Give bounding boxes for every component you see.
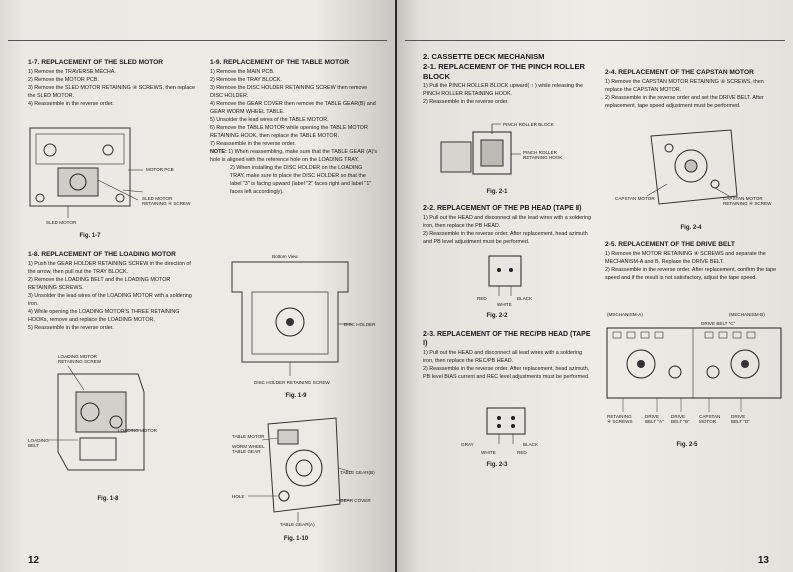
step: 1) Push the GEAR HOLDER RETAINING SCREW in the direction of the arrow, then pull out the TRAY BLOCK. [28, 261, 191, 275]
step: 5) Reassemble in the reverse order. [28, 325, 114, 331]
left-page [0, 0, 395, 572]
caption-fig-2-4: Fig. 2-4 [680, 225, 702, 231]
caption-fig-2-3: Fig. 2-3 [486, 462, 508, 468]
step: 7) Reassemble in the reverse order. [210, 141, 296, 147]
pb-head-diagram [473, 252, 553, 302]
heading-2-5: 2-5. REPLACEMENT OF THE DRIVE BELT [605, 241, 735, 248]
top-rule [8, 40, 387, 41]
step: 5) Unsolder the lead wires of the TABLE MOTOR. [210, 117, 329, 123]
step: 1) Pull out the HEAD and disconnect all the lead wires with a soldering iron, then replace the PB HEAD. [423, 215, 592, 229]
heading-2-2: 2-2. REPLACEMENT OF THE PB HEAD (TAPE Ⅱ) [423, 205, 582, 212]
heading-1-8: 1-8. REPLACEMENT OF THE LOADING MOTOR [28, 251, 176, 258]
label-capstan: CAPSTAN MOTOR [699, 414, 721, 424]
drive-belt-diagram [605, 312, 785, 430]
label-disc-screw: DISC HOLDER RETAINING SCREW [254, 380, 330, 385]
step: 4) Reassemble in the reverse order. [28, 101, 114, 107]
step: 3) Unsolder the lead wires of the LOADING MOTOR with a soldering iron. [28, 293, 192, 307]
caption-fig-1-9: Fig. 1-9 [285, 393, 307, 399]
label-sled-motor: SLED MOTOR [46, 220, 77, 225]
label-hole: HOLE [232, 494, 245, 499]
disc-holder-diagram [228, 252, 388, 384]
caption-fig-2-2: Fig. 2-2 [486, 313, 508, 319]
heading-1-9: 1-9. REPLACEMENT OF THE TABLE MOTOR [210, 59, 349, 66]
step: 2) Reassemble in the reverse order. [423, 99, 509, 105]
step: 3) Remove the SLED MOTOR RETAINING ④ SCREWS, then replace the SLED MOTOR. [28, 85, 195, 99]
section-2-2 [423, 204, 593, 246]
top-rule [405, 40, 785, 41]
label-belt-b: DRIVE BELT "B" [671, 414, 690, 424]
label-retaining-screws: RETAINING ④ SCREWS [607, 414, 633, 424]
figure-1-9 [228, 252, 388, 392]
step: 1) Pull the PINCH ROLLER BLOCK upward( ↑ ) while releasing the PINCH ROLLER RETAINING HOOK. [423, 83, 583, 97]
label-mechanism-b: (MECHANISM-B) [729, 312, 765, 317]
label-white: WHITE [481, 450, 496, 455]
label-capstan-motor: CAPSTAN MOTOR [615, 196, 655, 201]
section-2-3 [423, 330, 593, 381]
label-table-gear-b: TABLE GEAR(B) [340, 470, 375, 475]
note: 2) When installing the DISC HOLDER on the LOADING TRAY, make sure to place the DISC HOLDER so that the label "3" is facing upward (label "2" faces right and label "1" faces left accordingly). [230, 165, 372, 195]
step: 2) Remove the TRAY BLOCK. [210, 77, 282, 83]
step: 2) Remove the LOADING BELT and the LOADING MOTOR RETAINING SCREWS. [28, 277, 171, 291]
note: 1) When reassembling, make sure that the TABLE GEAR (A)'s hole is aligned with the reference hole on the LOADING TRAY. [210, 149, 378, 163]
step: 2) Reassemble in the reverse order. After replacement, confirm the tape speed and if the result is not satisfactory, adjust the tape speed. [605, 267, 777, 281]
label-red: RED [477, 296, 487, 301]
figure-1-10 [228, 408, 388, 533]
section-2-5 [605, 240, 781, 282]
label-red: RED [517, 450, 527, 455]
step: 1) Pull out the HEAD and disconnect all lead wires with a soldering iron, then replace the REC/PB HEAD. [423, 350, 583, 364]
section-1-7 [28, 58, 196, 108]
label-bottom-view: Bottom View [272, 254, 298, 259]
figure-2-4 [611, 126, 781, 216]
step: 1) Remove the MOTOR RETAINING ④ SCREWS and separate the MECHANISM-A and B. Replace the DRIVE BELT. [605, 251, 766, 265]
step: 2) Reassemble in the reverse order. After replacement, head azimuth and PB level adjustment must be performed. [423, 231, 588, 245]
page-number: 13 [757, 555, 769, 566]
label-belt-d: DRIVE BELT "D" [731, 414, 750, 424]
figure-2-3 [457, 404, 557, 460]
step: 1) Remove the MAIN PCB. [210, 69, 275, 75]
figure-2-1 [437, 118, 587, 183]
label-pinch-block: PINCH ROLLER BLOCK [503, 122, 554, 127]
section-2-1 [423, 52, 593, 106]
figure-1-8 [28, 352, 198, 492]
step: 4) While opening the LOADING MOTOR'S THREE RETAINING HOOKs, remove and replace the LOADING MOTOR. [28, 309, 180, 323]
label-table-motor: TABLE MOTOR [232, 434, 265, 439]
figure-2-5 [605, 312, 785, 432]
label-table-gear-a: TABLE GEAR(A) [280, 522, 315, 527]
label-pinch-hook: PINCH ROLLER RETAINING HOOK [523, 150, 563, 160]
label-motor-pcb: MOTOR PCB [146, 167, 174, 172]
step: 2) Reassemble in the reverse order and set the DRIVE BELT. After replacement, tape speed adjustment must be performed. [605, 95, 764, 109]
caption-fig-1-7: Fig. 1-7 [79, 233, 101, 239]
step: 6) Remove the TABLE MOTOR while opening the TABLE MOTOR RETAINING HOOK, then replace the TABLE MOTOR. [210, 125, 368, 139]
caption-fig-1-8: Fig. 1-8 [97, 496, 119, 502]
label-worm-wheel: WORM WHEEL TABLE GEAR [232, 444, 265, 454]
note-label: NOTE: [210, 149, 227, 155]
label-capstan-screw: CAPSTAN MOTOR RETAINING ④ SCREW [723, 196, 772, 206]
page-number: 12 [28, 555, 40, 566]
section-1-8 [28, 250, 196, 332]
step: 1) Remove the TRAVERSE MECHA. [28, 69, 116, 75]
heading-2-3: 2-3. REPLACEMENT OF THE REC/PB HEAD (TAPE Ⅰ) [423, 331, 591, 347]
heading-2: 2. CASSETTE DECK MECHANISM [423, 52, 545, 61]
caption-fig-2-5: Fig. 2-5 [676, 442, 698, 448]
label-black: BLACK [517, 296, 533, 301]
section-2-4 [605, 68, 781, 110]
table-motor-diagram [228, 408, 388, 530]
label-white: WHITE [497, 302, 512, 307]
step: 1) Remove the CAPSTAN MOTOR RETAINING ④ SCREWS, then replace the CAPSTAN MOTOR. [605, 79, 764, 93]
label-gray: GRAY [461, 442, 474, 447]
pinch-roller-diagram [437, 118, 587, 180]
caption-fig-1-10: Fig. 1-10 [283, 536, 309, 542]
heading-2-4: 2-4. REPLACEMENT OF THE CAPSTAN MOTOR [605, 69, 754, 76]
step: 3) Remove the DISC HOLDER RETAINING SCREW then remove DISC HOLDER. [210, 85, 368, 99]
label-loading-motor: LOADING MOTOR [118, 428, 157, 433]
label-loading-screw: LOADING MOTOR RETAINING SCREW [58, 354, 102, 364]
label-belt-a: DRIVE BELT "A" [645, 414, 664, 424]
label-mechanism-a: (MECHANISM-A) [607, 312, 643, 317]
section-1-9 [210, 58, 378, 196]
step: 4) Remove the GEAR COVER then remove the TABLE GEAR(B) and GEAR WORM WHEEL TABLE. [210, 101, 376, 115]
heading-2-1: 2-1. REPLACEMENT OF THE PINCH ROLLER BLOCK [423, 62, 586, 81]
label-belt-c: DRIVE BELT "C" [701, 321, 736, 326]
sled-motor-diagram [28, 120, 198, 225]
caption-fig-2-1: Fig. 2-1 [486, 189, 508, 195]
label-disc-holder: DISC HOLDER [344, 322, 376, 327]
right-page [397, 0, 793, 572]
step: 2) Reassemble in the reverse order. After replacement, head azimuth, PB level BIAS current and REC level adjustments must be performed. [423, 366, 590, 380]
label-black: BLACK [523, 442, 539, 447]
loading-motor-diagram [28, 352, 198, 492]
figure-2-2 [473, 252, 553, 308]
label-gear-cover: GEAR COVER [340, 498, 371, 503]
label-loading-belt: LOADING BELT [28, 438, 49, 448]
figure-1-7 [28, 120, 198, 230]
label-sled-screw: SLED MOTOR RETAINING ④ SCREW [142, 196, 191, 206]
heading-1-7: 1-7. REPLACEMENT OF THE SLED MOTOR [28, 59, 164, 66]
step: 2) Remove the MOTOR PCB. [28, 77, 99, 83]
